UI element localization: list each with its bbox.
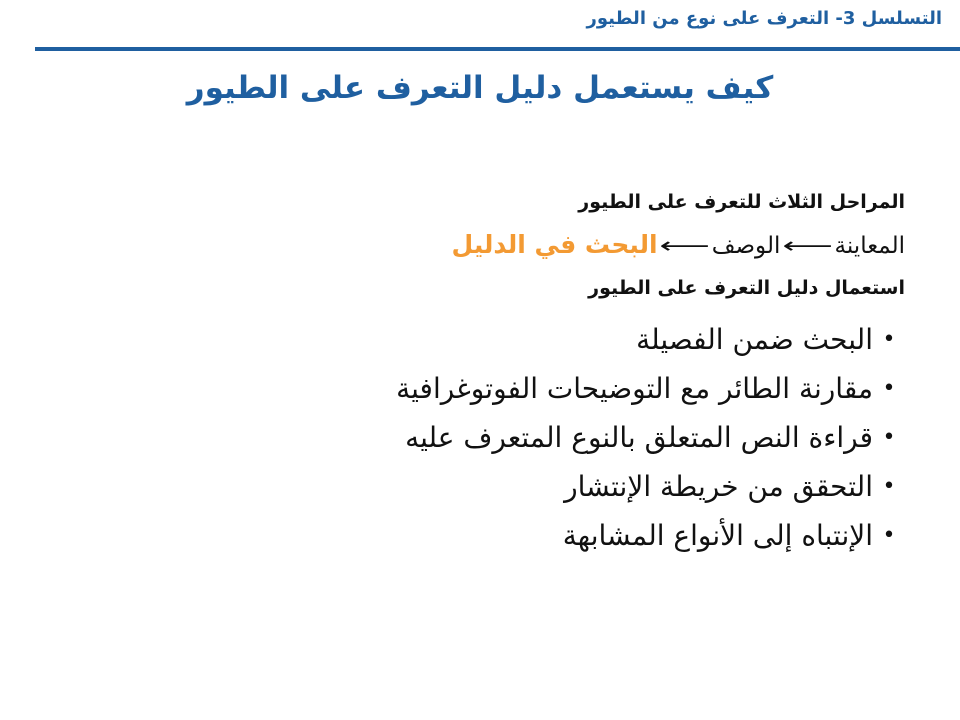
- bullet-icon: •: [882, 425, 896, 450]
- step-observation: المعاينة: [834, 233, 905, 259]
- slide-title: كيف يستعمل دليل التعرف على الطيور: [186, 70, 774, 106]
- list-item-text: التحقق من خريطة الإنتشار: [564, 470, 873, 503]
- arrow-left-icon: ⟵: [782, 234, 833, 259]
- arrow-left-icon: ⟵: [659, 234, 710, 259]
- bullet-icon: •: [882, 523, 896, 548]
- header-title: التسلسل 3- التعرف على نوع من الطيور: [586, 8, 942, 29]
- list-item-text: البحث ضمن الفصيلة: [636, 323, 873, 356]
- list-item: [145, 315, 905, 364]
- list-item: [145, 511, 905, 560]
- bullet-icon: •: [882, 474, 896, 499]
- step-description: الوصف: [711, 233, 781, 259]
- header-divider: [35, 47, 960, 51]
- guide-usage-list: [145, 315, 905, 560]
- stages-heading: المراحل الثلاث للتعرف على الطيور: [578, 191, 905, 213]
- stages-flow: [145, 219, 905, 271]
- list-item-text: الإنتباه إلى الأنواع المشابهة: [562, 519, 873, 552]
- step-guide-search: البحث في الدليل: [451, 230, 658, 259]
- bullet-icon: •: [882, 376, 896, 401]
- list-item: [145, 462, 905, 511]
- slide-content: [145, 185, 905, 560]
- list-item-text: مقارنة الطائر مع التوضيحات الفوتوغرافية: [396, 372, 873, 405]
- slide-header: [0, 0, 960, 60]
- guide-usage-heading: استعمال دليل التعرف على الطيور: [588, 277, 905, 299]
- list-item: [145, 364, 905, 413]
- list-item: [145, 413, 905, 462]
- bullet-icon: •: [882, 327, 896, 352]
- list-item-text: قراءة النص المتعلق بالنوع المتعرف عليه: [405, 421, 873, 454]
